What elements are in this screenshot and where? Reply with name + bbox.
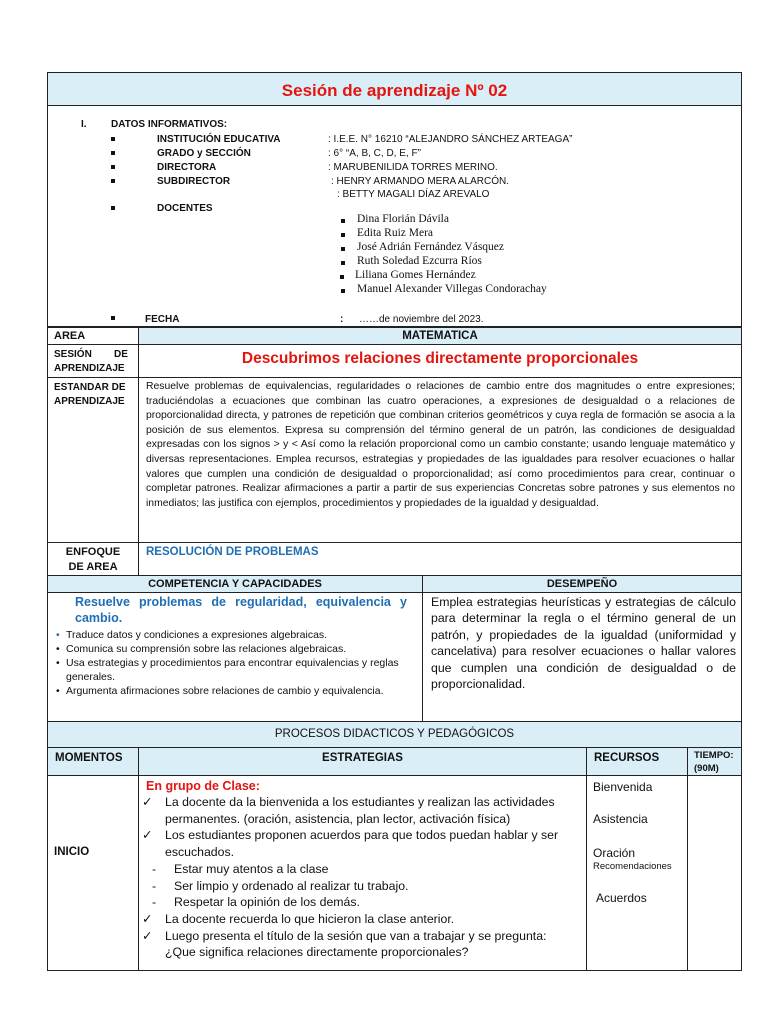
estrategias-header-cell <box>138 747 587 776</box>
check-icon: ✓ <box>142 828 153 843</box>
desempeno-header-cell <box>422 575 742 593</box>
estrategias-header: ESTRATEGIAS <box>322 752 403 764</box>
momentos-header-cell <box>47 747 139 776</box>
area-label-cell <box>47 327 139 345</box>
enfoque-label: ENFOQUE <box>65 546 121 558</box>
directora-value: : MARUBENILIDA TORRES MERINO. <box>328 162 498 173</box>
estrategia-item <box>139 928 579 961</box>
estandar-text-cell <box>138 377 742 543</box>
institucion-label: INSTITUCIÓN EDUCATIVA <box>157 134 281 145</box>
estrategia-item <box>139 827 579 860</box>
enfoque-value: RESOLUCIÓN DE PROBLEMAS <box>146 546 319 558</box>
fecha-colon: : <box>340 314 344 325</box>
inicio-label-cell <box>47 775 139 971</box>
dash-icon: - <box>152 861 157 876</box>
estandar-label-cell <box>47 377 139 543</box>
docente-name: Dina Florián Dávila <box>357 213 449 225</box>
bullet-square-icon <box>111 165 115 169</box>
tiempo-header: TIEMPO: <box>694 750 734 761</box>
estrategia-item <box>139 861 579 878</box>
estrategias-list <box>139 794 579 961</box>
enfoque-label-cell <box>47 542 139 576</box>
competencia-header: COMPETENCIA Y CAPACIDADES <box>148 578 322 590</box>
enfoque-value-cell <box>138 542 742 576</box>
bullet-square-icon <box>111 137 115 141</box>
subdirector-value-2: : BETTY MAGALI DÍAZ AREVALO <box>337 189 490 200</box>
docente-name: Liliana Gomes Hernández <box>355 269 476 281</box>
recursos-header: RECURSOS <box>594 752 660 764</box>
page-title: Sesión de aprendizaje Nº 02 <box>281 81 508 100</box>
sesion-label: SESIÓN DE <box>54 349 128 360</box>
docente-name: Edita Ruiz Mera <box>357 227 434 239</box>
estrategia-text: Los estudiantes proponen acuerdos para que todos puedan hablar y ser escuchados. <box>165 828 559 860</box>
docente-name: Ruth Soledad Ezcurra Ríos <box>357 255 482 267</box>
inicio-estrategias-cell <box>138 775 587 971</box>
tiempo-header-cell <box>687 747 742 776</box>
bullet-square-icon <box>111 206 115 210</box>
bullet-square-icon <box>341 219 345 223</box>
estandar-label: ESTANDAR DE <box>54 382 126 393</box>
grado-value: : 6° “A, B, C, D, E, F” <box>328 148 421 159</box>
institucion-value: : I.E.E. N° 16210 “ALEJANDRO SÁNCHEZ ARTEAGA” <box>328 134 573 145</box>
area-value-cell <box>138 327 742 345</box>
grupo-clase-title: En grupo de Clase: <box>146 779 260 793</box>
capacidad-item: • Usa estrategias y procedimientos para encontrar equivalencias y reglas generales. <box>56 656 406 684</box>
desempeno-header: DESEMPEÑO <box>546 578 618 590</box>
datos-informativos-section <box>47 105 742 327</box>
capacidades-list <box>56 628 406 698</box>
area-value: MATEMATICA <box>402 330 478 342</box>
check-icon: ✓ <box>142 795 153 809</box>
capacidad-item: • Comunica su comprensión sobre las relaciones algebraicas. <box>56 642 406 656</box>
procesos-title: PROCESOS DIDACTICOS Y PEDAGÓGICOS <box>274 728 515 740</box>
bullet-square-icon <box>341 289 345 293</box>
directora-label: DIRECTORA <box>157 162 217 173</box>
inicio-recursos-cell <box>586 775 688 971</box>
subdirector-value: : HENRY ARMANDO MERA ALARCÓN. <box>331 176 510 187</box>
competencia-title: Resuelve problemas de regularidad, equivalencia y cambio. <box>75 595 407 625</box>
bullet-square-icon <box>341 233 345 237</box>
desempeno-text: Emplea estrategias heurísticas y estrategias de cálculo para determinar la regla o el término general de un patrón, y propiedades de la igualdad (uniformidad y cancelativa) para resolver ecuaciones o hallar valores que cumplen una condición de desigualdad o de proporcionalidad. <box>431 595 736 692</box>
area-label: AREA <box>54 330 86 342</box>
recursos-header-cell <box>586 747 688 776</box>
tiempo-value: (90M) <box>694 763 719 774</box>
subdirector-label: SUBDIRECTOR <box>157 176 231 187</box>
estrategia-text: La docente da la bienvenida a los estudiantes y realizan las actividades permanentes. (oración, asistencia, plan lector, activación física) <box>165 795 555 826</box>
estrategia-text: Luego presenta el título de la sesión que van a trabajar y se pregunta: ¿Que significa relaciones directamente proporcionales? <box>165 928 547 960</box>
capacidad-item: • Traduce datos y condiciones a expresiones algebraicas. <box>56 628 406 642</box>
grado-label: GRADO y SECCIÓN <box>157 148 251 159</box>
dash-icon: - <box>152 878 157 893</box>
estrategia-text: Respetar la opinión de los demás. <box>174 895 360 910</box>
bullet-square-icon <box>111 316 115 320</box>
check-icon: ✓ <box>142 928 153 943</box>
recurso-item: Asistencia <box>593 812 648 826</box>
section-numeral: I. <box>81 119 87 130</box>
estrategia-item <box>139 878 579 895</box>
bullet-square-icon <box>341 247 345 251</box>
bullet-square-icon <box>111 151 115 155</box>
estrategia-item <box>139 794 579 827</box>
estrategia-item <box>139 894 579 911</box>
competencia-header-cell <box>47 575 423 593</box>
docentes-label: DOCENTES <box>157 203 213 214</box>
estrategia-text: La docente recuerda lo que hicieron la clase anterior. <box>165 911 455 926</box>
inicio-tiempo-cell <box>687 775 742 971</box>
capacidad-item: • Argumenta afirmaciones sobre relaciones de cambio y equivalencia. <box>56 684 406 698</box>
docente-name: José Adrián Fernández Vásquez <box>357 241 505 253</box>
bullet-square-icon <box>340 275 344 279</box>
procesos-title-cell <box>47 721 742 748</box>
docente-name: Manuel Alexander Villegas Condorachay <box>357 283 547 295</box>
sesion-title: Descubrimos relaciones directamente proporcionales <box>241 350 639 367</box>
estandar-text: Resuelve problemas de equivalencias, regularidades o relaciones de cambio entre dos magnitudes o entre expresiones; traduciéndolas a ecuaciones que combinan las cuatro operaciones, a expresiones de desigualdad o a relaciones de proporcionalidad directa, y patrones de repetición que combinan criterios geométricos y cuya regla de formación se asocia a la posición de sus elementos. Expresa su comprensión del término general de un patrón, las condiciones de desigualdad expresadas con los signos > y < Así como la relación proporcional como un cambio constante; usando lenguaje matemático y diversas representaciones. Emplea recursos, estrategias y propiedades de las igualdades para resolver ecuaciones o hallar valores que cumplen una condición de desigualdad o proporcionalidad; así como procedimientos para crear, continuar o completar patrones. Realizar afirmaciones a partir a partir de sus experiencias Concretas sobre patrones y sus elementos no inmediatos; las justifica con ejemplos, procedimientos y propiedades de la igualdad y desigualdad. <box>146 381 735 509</box>
estandar-label-2: APRENDIZAJE <box>54 396 125 407</box>
sesion-value-cell <box>138 344 742 378</box>
dash-icon: - <box>152 895 157 910</box>
datos-heading: DATOS INFORMATIVOS: <box>111 119 228 130</box>
estrategia-text: Ser limpio y ordenado al realizar tu trabajo. <box>174 878 409 893</box>
sesion-label-cell <box>47 344 139 378</box>
competencia-cell <box>47 592 423 722</box>
recurso-item: Bienvenida <box>593 780 653 794</box>
desempeno-cell <box>422 592 742 722</box>
fecha-value: ……de noviembre del 2023. <box>359 314 484 325</box>
recurso-item: Recomendaciones <box>593 861 672 872</box>
enfoque-label-2: DE AREA <box>68 561 118 573</box>
fecha-label: FECHA <box>145 314 180 325</box>
recurso-item: Acuerdos <box>596 891 647 905</box>
bullet-square-icon <box>341 261 345 265</box>
estrategia-item <box>139 911 579 928</box>
recurso-item: Oración <box>593 846 636 860</box>
bullet-square-icon <box>111 179 115 183</box>
title-bar <box>47 72 742 106</box>
inicio-label: INICIO <box>54 846 90 858</box>
estrategia-text: Estar muy atentos a la clase <box>174 861 329 876</box>
sesion-label-2: APRENDIZAJE <box>54 363 125 374</box>
check-icon: ✓ <box>142 911 153 926</box>
momentos-header: MOMENTOS <box>55 752 123 764</box>
